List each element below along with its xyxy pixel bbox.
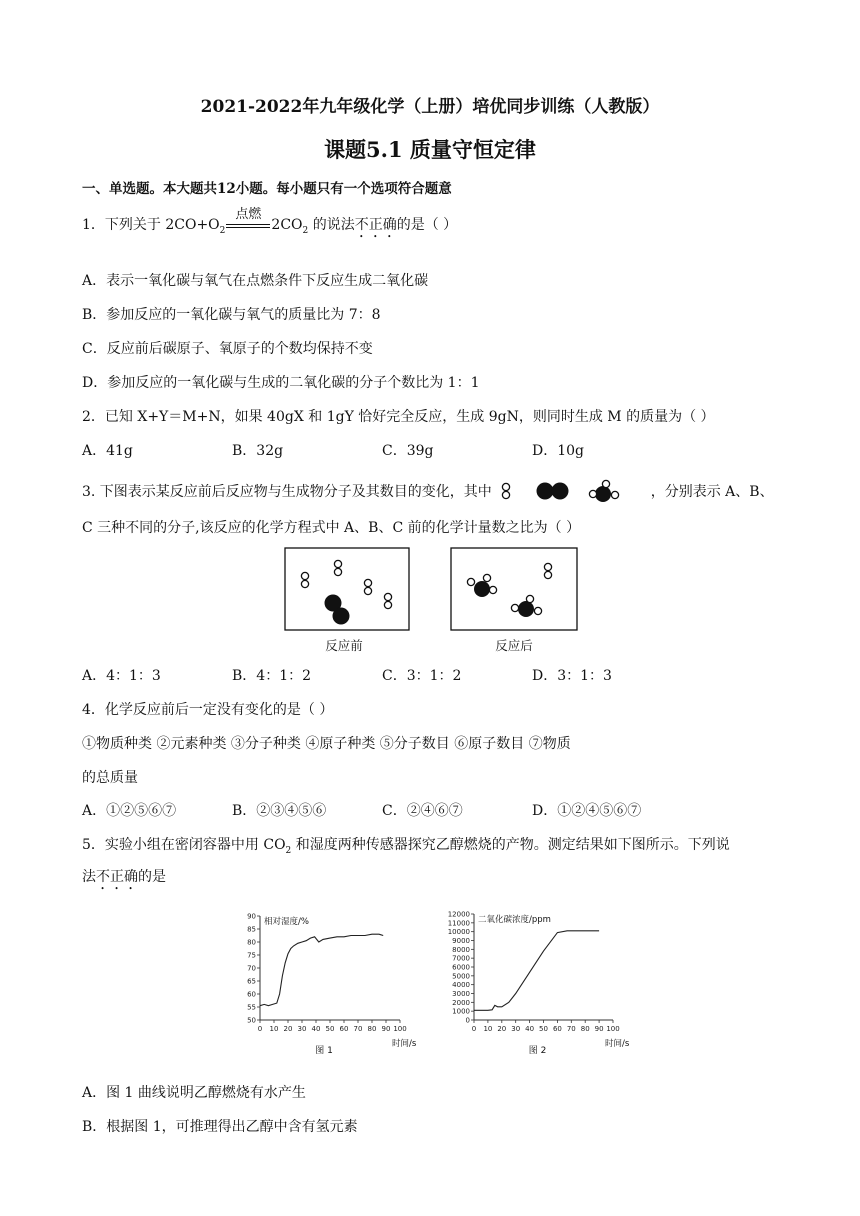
x-tick-label: 50 xyxy=(325,1025,335,1033)
q3-option-b[interactable]: B．4：1：2 xyxy=(232,668,312,684)
y-tick-label: 12000 xyxy=(447,910,470,919)
y-tick-label: 2000 xyxy=(452,998,470,1007)
y-tick-label: 6000 xyxy=(452,963,470,972)
x-tick-label: 70 xyxy=(353,1025,363,1033)
q1-suffix-a: 的说法 xyxy=(308,217,355,233)
y-axis-label: 二氧化碳浓度/ppm xyxy=(478,915,551,925)
q1-option-a[interactable]: A．表示一氧化碳与氧气在点燃条件下反应生成二氧化碳 xyxy=(82,273,429,289)
co2-chart xyxy=(442,902,632,1062)
reaction-condition: 点燃 xyxy=(235,207,262,222)
q1-emphasis: 不正确 xyxy=(354,217,397,233)
q5-line2a: 法 xyxy=(82,869,96,885)
x-axis-label: 时间/s xyxy=(392,1039,416,1049)
reaction-diagram xyxy=(280,546,580,658)
question-5-line-1: 5．实验小组在密闭容器中用 $CO_2$ 和湿度两种传感器探究乙醇燃烧的产物。测定结果如下图所示。下列说 xyxy=(82,837,730,856)
q1-option-b[interactable]: B．参加反应的一氧化碳与氧气的质量比为 7：8 xyxy=(82,307,381,323)
x-tick-label: 60 xyxy=(339,1025,349,1033)
question-4: 4．化学反应前后一定没有变化的是（ ） xyxy=(82,702,334,718)
document-title: 2021-2022年九年级化学（上册）培优同步训练（人教版） xyxy=(200,97,660,117)
q1-suffix-b: 的是（ ） xyxy=(396,217,458,233)
series-line xyxy=(474,931,599,1011)
x-tick-label: 60 xyxy=(552,1025,562,1033)
chart-caption: 图 1 xyxy=(315,1046,333,1056)
series-line xyxy=(260,934,383,1006)
q1-option-d[interactable]: D．参加反应的一氧化碳与生成的二氧化碳的分子个数比为 1：1 xyxy=(82,375,480,391)
y-tick-label: 10000 xyxy=(447,928,470,937)
y-tick-label: 3000 xyxy=(452,990,470,998)
q4-items: ①物质种类 ②元素种类 ③分子种类 ④原子种类 ⑤分子数目 ⑥原子数目 ⑦物质 xyxy=(82,736,571,752)
x-tick-label: 90 xyxy=(381,1025,391,1033)
q5-emphasis: 不正确 xyxy=(96,869,138,885)
y-tick-label: 60 xyxy=(247,990,256,999)
question-3-line-2: C 三种不同的分子,该反应的化学方程式中 A、B、C 前的化学计量数之比为（ ） xyxy=(82,520,581,536)
reaction-arrow xyxy=(226,207,270,232)
section-heading: 一、单选题。本大题共12小题。每小题只有一个选项符合题意 xyxy=(82,181,452,197)
q4-items-2: 的总质量 xyxy=(82,770,138,786)
y-tick-label: 1000 xyxy=(452,1007,470,1016)
q3-option-c[interactable]: C．3：1：2 xyxy=(382,668,462,684)
x-tick-label: 80 xyxy=(580,1025,590,1033)
x-tick-label: 10 xyxy=(483,1025,493,1033)
x-tick-label: 70 xyxy=(566,1025,576,1033)
x-tick-label: 100 xyxy=(393,1025,407,1033)
molecule-b-icon xyxy=(537,483,569,500)
q2-option-a[interactable]: A．41g xyxy=(82,443,133,459)
q5-line2b: 的是 xyxy=(138,869,166,885)
q5-line1a: 5．实验小组在密闭容器中用 CO xyxy=(82,837,286,853)
y-tick-label: 5000 xyxy=(452,972,470,981)
q3-option-a[interactable]: A．4：1：3 xyxy=(82,668,161,684)
q4-option-d[interactable]: D．①②④⑤⑥⑦ xyxy=(532,803,642,819)
q5-line1b: 和湿度两种传感器探究乙醇燃烧的产物。测定结果如下图所示。下列说 xyxy=(291,837,730,853)
label-after: 反应后 xyxy=(495,638,533,653)
y-tick-label: 9000 xyxy=(452,937,470,945)
y-tick-label: 7000 xyxy=(452,954,470,963)
question-5-line-2 xyxy=(82,866,166,893)
q5-option-b[interactable]: B．根据图 1，可推理得出乙醇中含有氢元素 xyxy=(82,1119,358,1135)
molecule-legend xyxy=(496,479,646,505)
y-tick-label: 55 xyxy=(247,1003,256,1012)
x-tick-label: 30 xyxy=(511,1025,521,1033)
y-tick-label: 85 xyxy=(247,925,256,934)
x-tick-label: 20 xyxy=(283,1025,293,1033)
y-tick-label: 80 xyxy=(247,938,256,947)
y-tick-label: 11000 xyxy=(447,919,470,928)
y-axis-label: 相对湿度/% xyxy=(264,917,309,927)
y-tick-label: 4000 xyxy=(452,981,470,990)
question-3-line-1 xyxy=(82,479,774,505)
question-2: 2．已知 X+Y＝M+N，如果 40gX 和 1gY 恰好完全反应，生成 9gN，则同时生成 M 的质量为（ ） xyxy=(82,409,715,425)
x-tick-label: 20 xyxy=(497,1025,507,1033)
q4-option-b[interactable]: B．②③④⑤⑥ xyxy=(232,803,327,819)
x-axis-label: 时间/s xyxy=(605,1039,630,1049)
q4-option-a[interactable]: A．①②⑤⑥⑦ xyxy=(82,803,177,819)
lesson-title: 课题5.1 质量守恒定律 xyxy=(324,137,536,162)
y-tick-label: 90 xyxy=(247,912,256,921)
x-tick-label: 0 xyxy=(257,1025,263,1033)
q1-mid: 2CO xyxy=(271,217,303,233)
chart-caption: 图 2 xyxy=(528,1046,547,1056)
box-after xyxy=(451,548,577,630)
humidity-chart xyxy=(236,902,416,1062)
x-tick-label: 40 xyxy=(311,1025,321,1033)
x-tick-label: 50 xyxy=(539,1025,548,1033)
label-before: 反应前 xyxy=(325,638,363,653)
q2-option-d[interactable]: D．10g xyxy=(532,443,585,459)
y-tick-label: 8000 xyxy=(452,945,470,954)
q1-option-c[interactable]: C．反应前后碳原子、氧原子的个数均保持不变 xyxy=(82,341,373,357)
q3-line1b: ，分别表示 A、B、 xyxy=(650,484,774,500)
molecule-c-icon xyxy=(590,480,619,502)
x-tick-label: 90 xyxy=(594,1025,604,1033)
q4-option-c[interactable]: C．②④⑥⑦ xyxy=(382,803,463,819)
x-tick-label: 10 xyxy=(269,1025,279,1033)
x-tick-label: 80 xyxy=(367,1025,377,1033)
x-tick-label: 30 xyxy=(297,1025,307,1033)
molecule-a-icon xyxy=(503,483,510,498)
q3-option-d[interactable]: D．3：1：3 xyxy=(532,668,612,684)
y-tick-label: 65 xyxy=(247,977,256,986)
y-tick-label: 50 xyxy=(247,1016,256,1025)
y-tick-label: 70 xyxy=(247,964,256,973)
q5-option-a[interactable]: A．图 1 曲线说明乙醇燃烧有水产生 xyxy=(82,1085,306,1101)
x-tick-label: 40 xyxy=(525,1025,535,1033)
q2-option-b[interactable]: B．32g xyxy=(232,443,284,459)
y-tick-label: 0 xyxy=(465,1016,470,1025)
q3-line1a: 3. 下图表示某反应前后反应物与生成物分子及其数目的变化，其中 xyxy=(82,484,492,500)
q1-prefix: 1．下列关于 2CO+O xyxy=(82,217,220,233)
question-1: 1．下列关于 $2CO+O_2$ 点燃 $2CO_2$ 的说法不正确的是（ ） xyxy=(82,214,457,241)
x-tick-label: 100 xyxy=(606,1025,620,1033)
q2-option-c[interactable]: C．39g xyxy=(382,443,434,459)
y-tick-label: 75 xyxy=(247,951,256,960)
x-tick-label: 0 xyxy=(471,1025,477,1033)
